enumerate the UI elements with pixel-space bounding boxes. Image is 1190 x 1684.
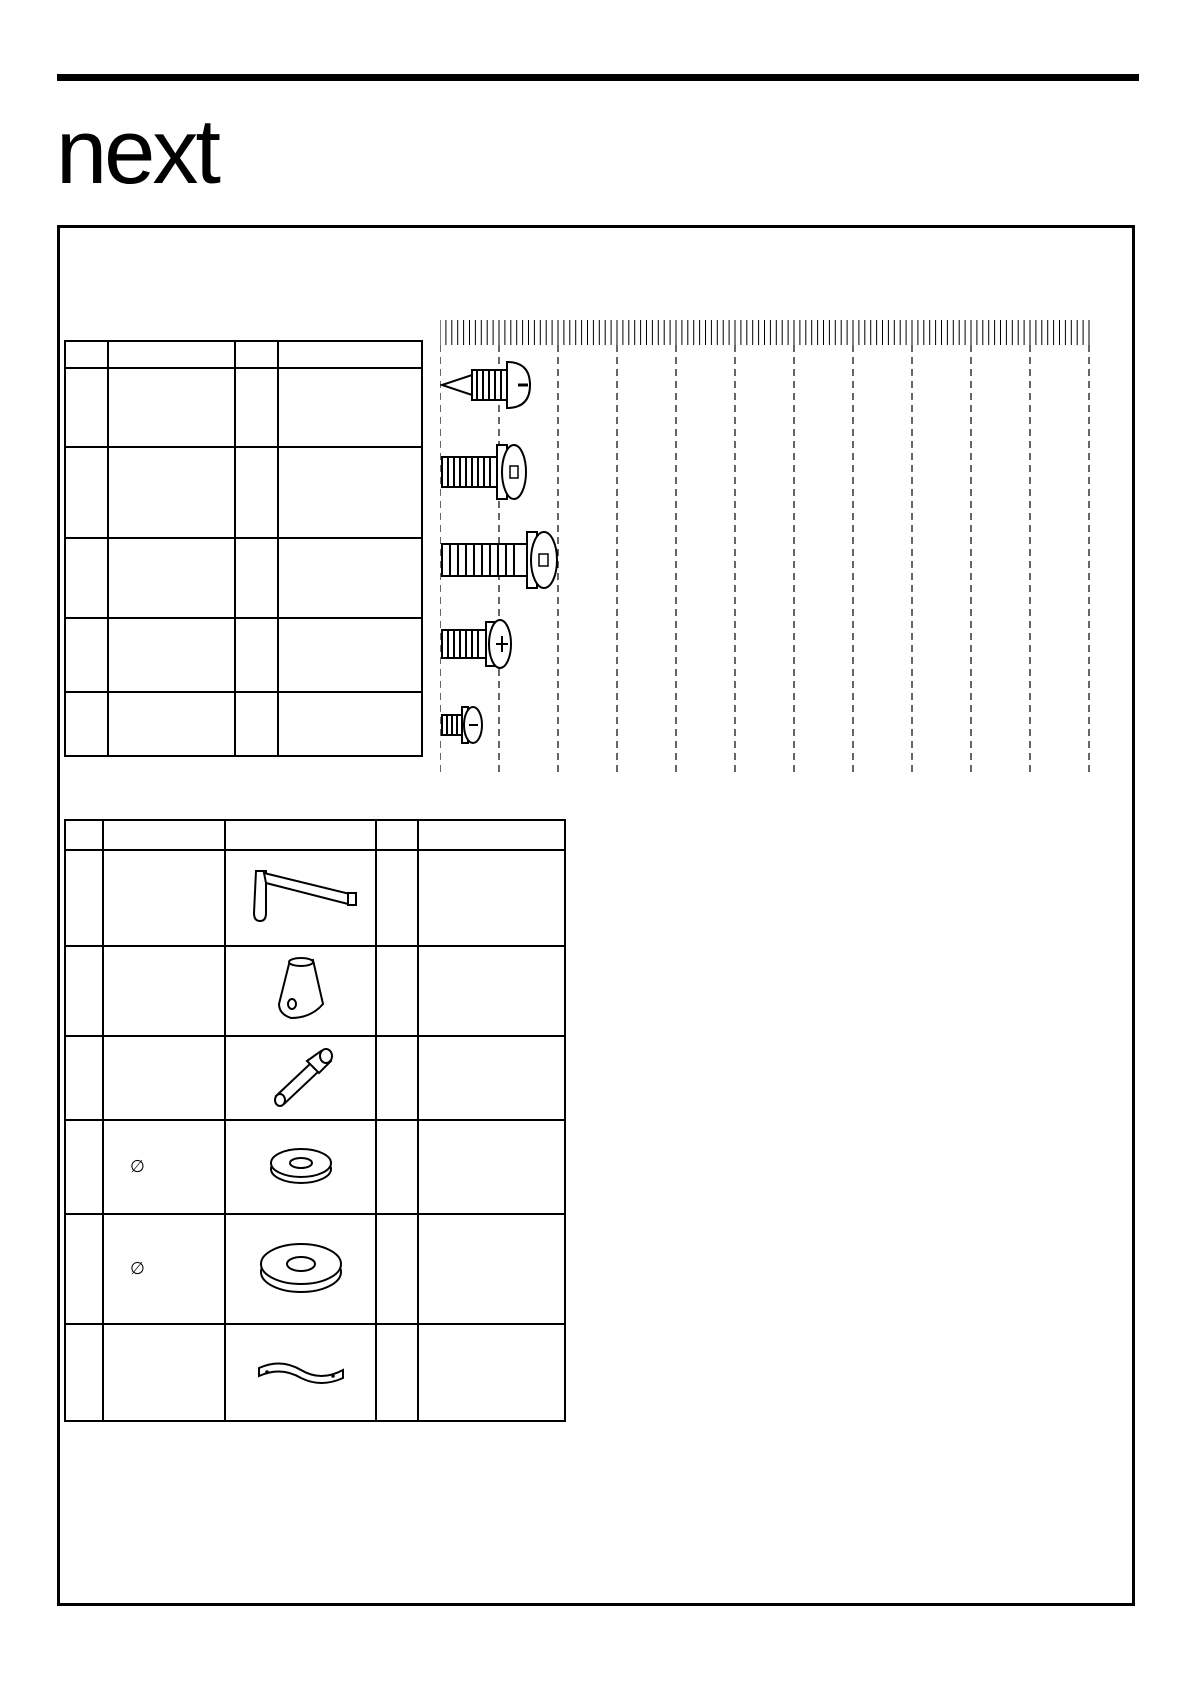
- screw-parts-table: [64, 340, 423, 757]
- table-row: [65, 850, 565, 946]
- table-row: [65, 692, 422, 756]
- header-cell: [108, 341, 235, 368]
- phillips-machine-screw-icon: [442, 620, 511, 668]
- hex-socket-flat-screw-icon: [442, 445, 526, 499]
- header-cell: [235, 341, 278, 368]
- spec-cell: [103, 1324, 225, 1421]
- spec-cell: [103, 946, 225, 1036]
- table-row: [65, 1120, 565, 1214]
- next-logo: [56, 108, 336, 198]
- header-cell: [65, 341, 108, 368]
- svg-text:next: next: [56, 108, 218, 198]
- table-row: [65, 946, 565, 1036]
- table-header-row: [65, 341, 422, 368]
- header-cell: [103, 820, 225, 850]
- pan-head-tapping-screw-icon: [442, 362, 530, 408]
- large-washer-icon: [251, 1232, 351, 1302]
- header-cell: [65, 820, 103, 850]
- top-rule: [57, 74, 1139, 81]
- table-row: [65, 538, 422, 618]
- metal-strap-icon: [251, 1350, 351, 1390]
- table-header-row: [65, 820, 565, 850]
- table-row: [65, 1214, 565, 1324]
- table-row: [65, 1324, 565, 1421]
- table-row: [65, 368, 422, 447]
- spec-cell: [103, 850, 225, 946]
- fittings-table: [64, 819, 566, 1422]
- plastic-foot-icon: [261, 954, 341, 1024]
- header-cell: [278, 341, 422, 368]
- header-cell: [225, 820, 376, 850]
- table-row: [65, 447, 422, 538]
- dowel-pin-icon: [261, 1041, 341, 1111]
- small-phillips-screw-icon: [442, 707, 482, 743]
- diameter-spec: ∅: [103, 1120, 225, 1214]
- header-cell: [418, 820, 565, 850]
- table-row: [65, 1036, 565, 1120]
- header-cell: [376, 820, 418, 850]
- screw-size-ruler: [440, 320, 1100, 780]
- allen-key-icon: [236, 861, 366, 931]
- spec-cell: [103, 1036, 225, 1120]
- small-washer-icon: [261, 1135, 341, 1195]
- table-row: [65, 618, 422, 692]
- diameter-spec: ∅: [103, 1214, 225, 1324]
